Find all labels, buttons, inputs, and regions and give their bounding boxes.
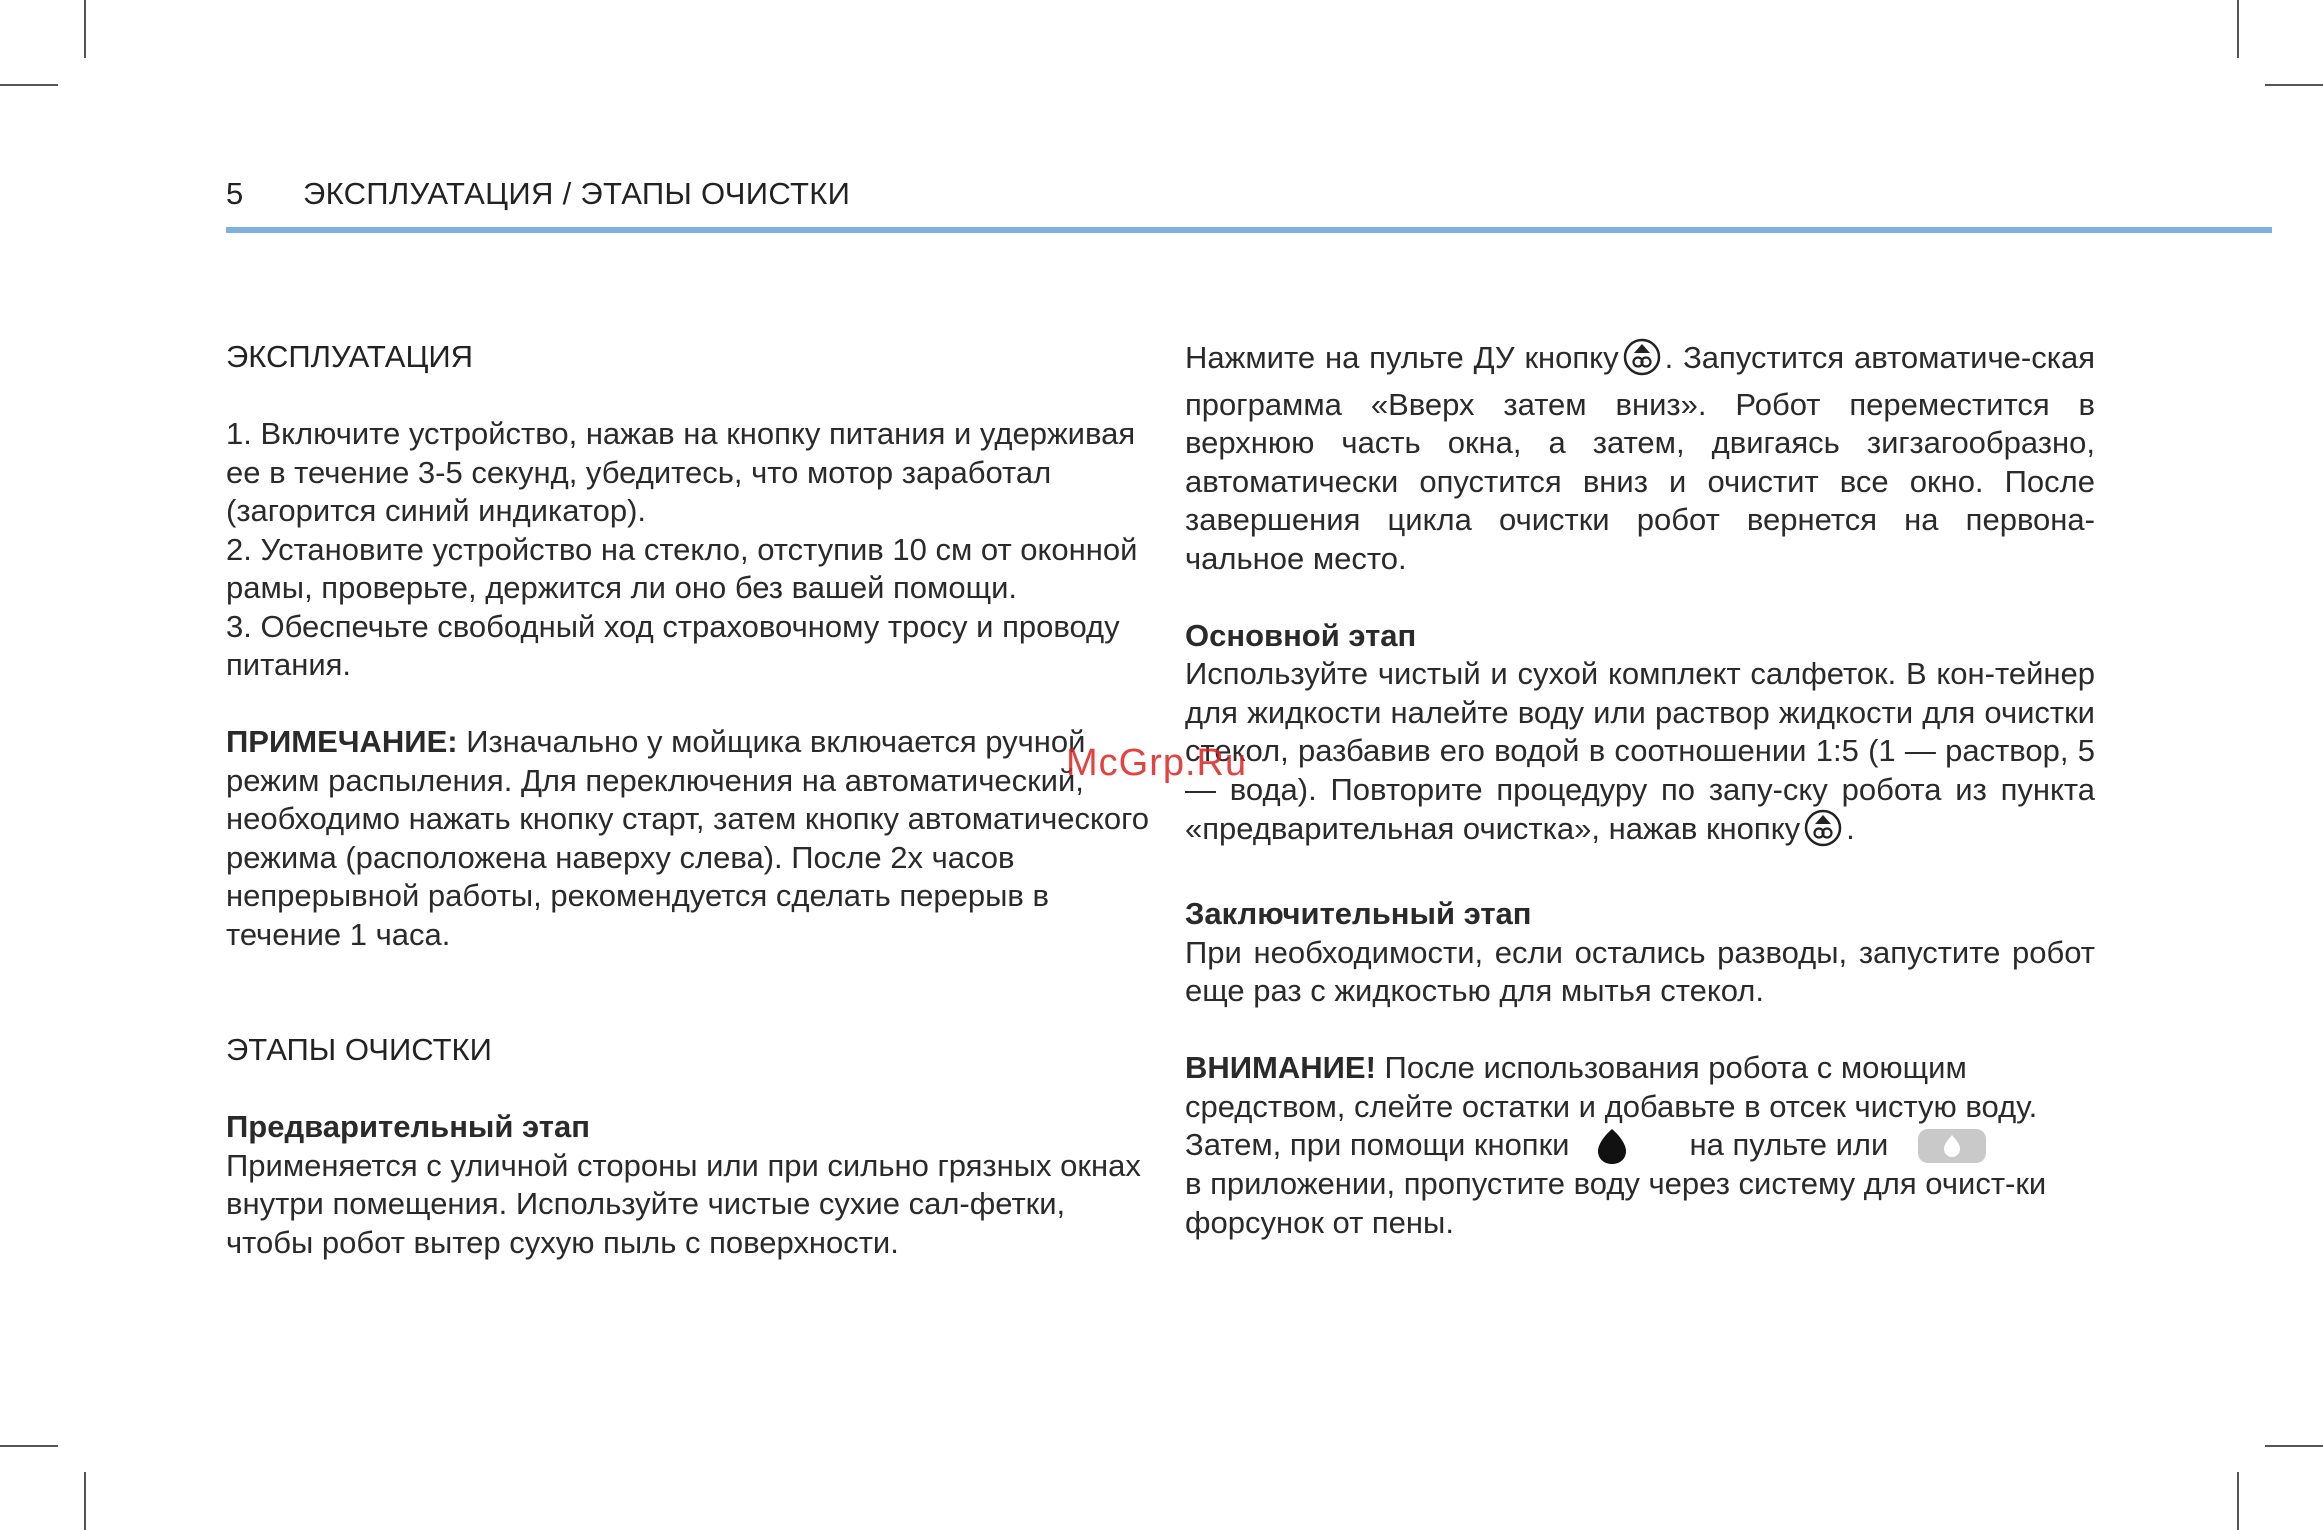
water-toggle-icon	[1918, 1129, 1986, 1163]
crop-mark	[2237, 1472, 2239, 1530]
note-text: Изначально у мойщика включается ручной режим распыления. Для переключения на автоматический, необходимо нажать кнопку старт, затем кнопку автоматического режима (расположена наверху слева). После 2х часов непрерывной работы, рекомендуется сделать перерыв в течение 1 часа.	[226, 724, 1150, 952]
warning-label: ВНИМАНИЕ!	[1185, 1050, 1376, 1085]
note-paragraph	[226, 723, 1156, 954]
section-title-cleaning-stages: ЭТАПЫ ОЧИСТКИ	[226, 1032, 492, 1067]
page-header-title: ЭКСПЛУАТАЦИЯ / ЭТАПЫ ОЧИСТКИ	[303, 176, 851, 211]
main-text-b: .	[1846, 811, 1855, 846]
page-number: 5	[226, 176, 244, 211]
left-column	[226, 338, 1156, 1262]
auto-mode-icon	[1623, 338, 1661, 386]
crop-mark	[84, 0, 86, 58]
pre-stage-text: Применяется с уличной стороны или при сильно грязных окнах внутри помещения. Используйте чистые сухие сал-фетки, чтобы робот вытер сухую пыль с поверхности.	[226, 1147, 1141, 1260]
crop-mark	[2265, 1445, 2323, 1447]
main-text-a: Используйте чистый и сухой комплект салфеток. В кон-тейнер для жидкости налейте воду или раствор жидкости для очистки стекол, разбавив его водой в соотношении 1:5 (1 — раствор, 5 — вода). Повторите процедуру по запу-ску робота из пункта «предварительная очистка», нажав кнопку	[1185, 656, 2095, 846]
warning-text-b: на пульте или	[1689, 1127, 1889, 1162]
final-stage-title: Заключительный этап	[1185, 896, 1532, 931]
intro-text-b: . Запустится автоматиче-ская программа «Вверх затем вниз». Робот переместится в верхнюю часть окна, а затем, двигаясь зигзагообразно, автоматически опустится вниз и очистит все окно. После завершения цикла очистки робот вернется на первона-чальное место.	[1185, 340, 2095, 576]
note-label: ПРИМЕЧАНИЕ:	[226, 724, 458, 759]
step-2: 2. Установите устройство на стекло, отступив 10 см от оконной рамы, проверьте, держится ли оно без вашей помощи.	[226, 531, 1138, 605]
crop-mark	[2237, 0, 2239, 58]
intro-paragraph	[1185, 338, 2095, 578]
water-drop-icon	[1595, 1127, 1629, 1165]
step-3: 3. Обеспечьте свободный ход страховочному тросу и проводу питания.	[226, 608, 1120, 682]
final-stage-text: При необходимости, если остались разводы, запустите робот еще раз с жидкостью для мытья стекол.	[1185, 934, 2095, 1008]
crop-mark	[2265, 84, 2323, 86]
main-stage-title: Основной этап	[1185, 617, 1417, 653]
warning-paragraph	[1185, 1049, 2095, 1242]
crop-mark	[0, 84, 58, 86]
pre-stage-title: Предварительный этап	[226, 1109, 590, 1144]
header-rule	[226, 227, 2272, 233]
crop-mark	[84, 1472, 86, 1530]
section-title-operation: ЭКСПЛУАТАЦИЯ	[226, 339, 474, 374]
auto-mode-icon	[1804, 809, 1842, 857]
warning-text-a: После использования робота с моющим средством, слейте остатки и добавьте в отсек чистую воду. Затем, при помощи кнопки	[1185, 1050, 2038, 1162]
warning-text-c: в приложении, пропустите воду через систему для очист-ки форсунок от пены.	[1185, 1166, 2047, 1240]
crop-mark	[0, 1445, 58, 1447]
main-stage-text	[1185, 655, 2095, 857]
right-column	[1185, 338, 2095, 1242]
intro-text-a: Нажмите на пульте ДУ кнопку	[1185, 340, 1619, 375]
watermark: McGrp.Ru	[1066, 742, 1248, 784]
step-1: 1. Включите устройство, нажав на кнопку питания и удерживая ее в течение 3-5 секунд, убедитесь, что мотор заработал (загорится синий индикатор).	[226, 416, 1136, 528]
